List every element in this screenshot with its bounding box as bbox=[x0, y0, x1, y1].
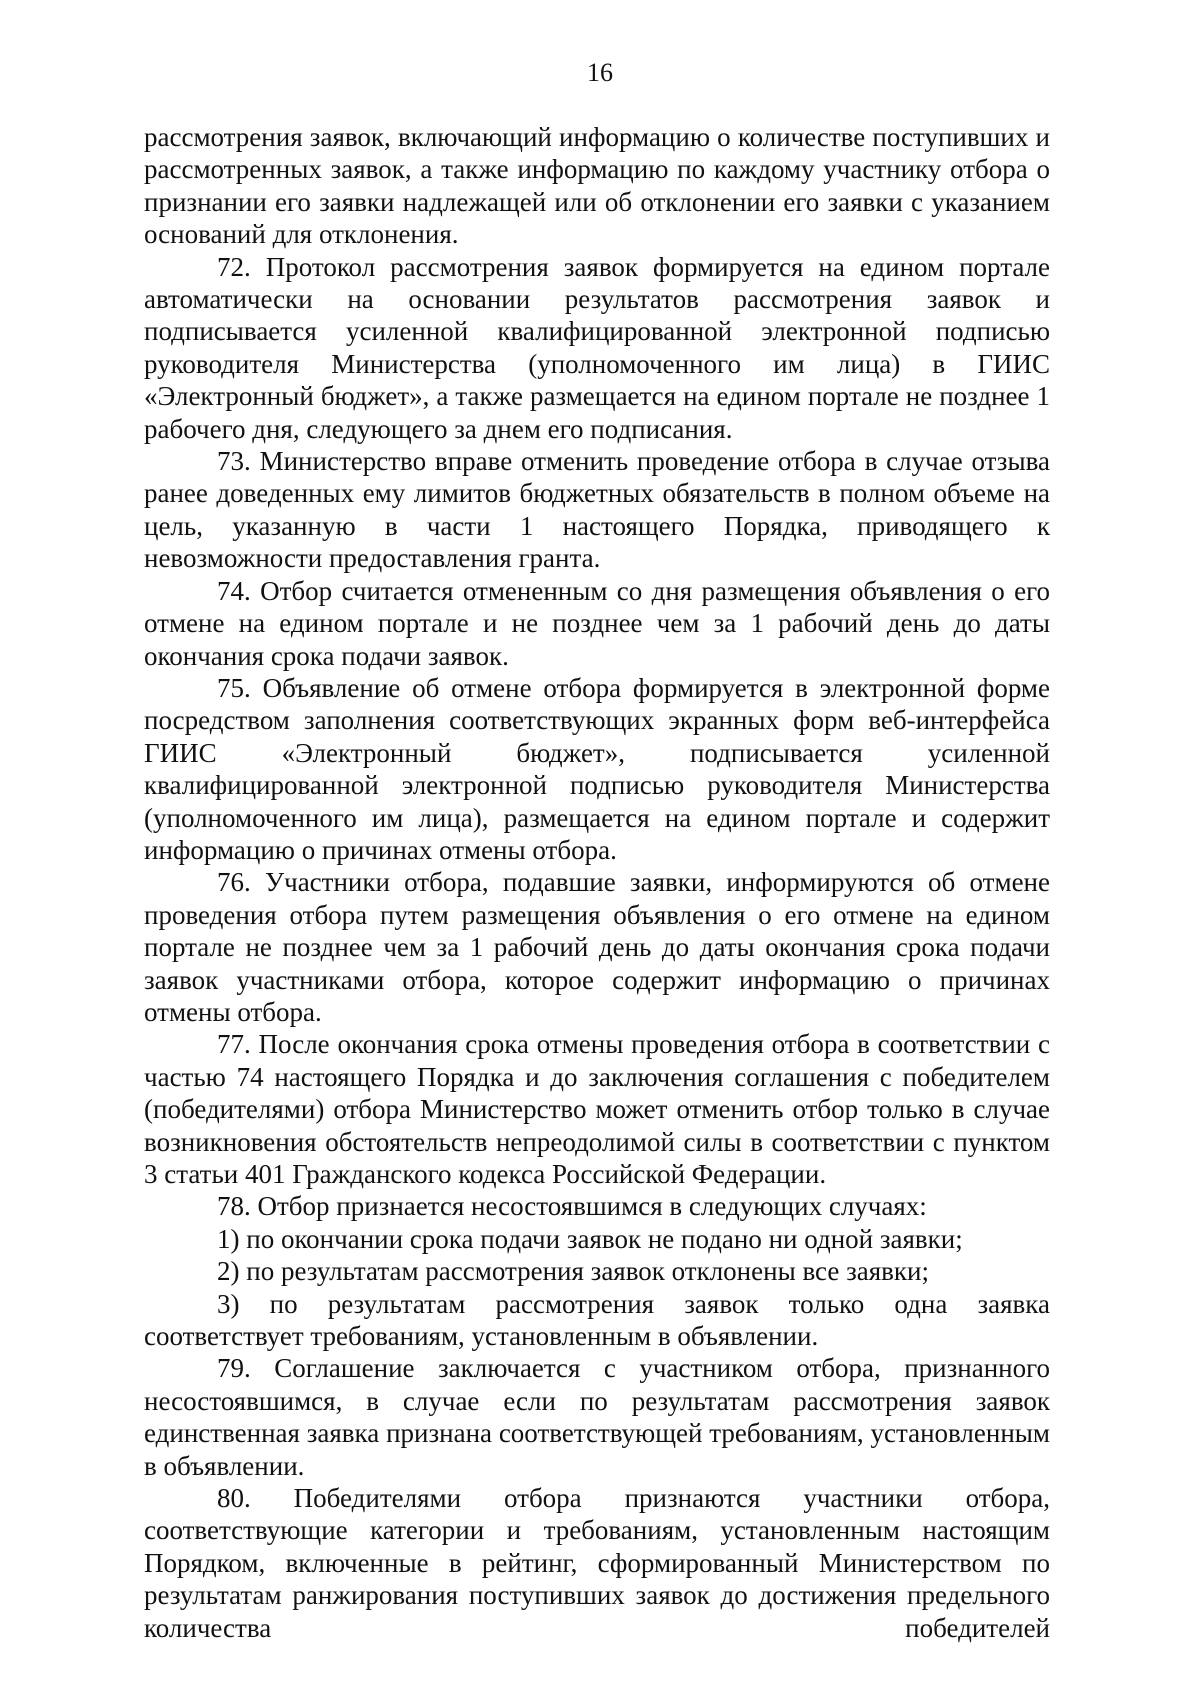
document-body bbox=[144, 121, 1050, 1644]
paragraph-75: 75. Объявление об отмене отбора формируется в электронной форме посредством заполнения соответствующих экранных форм веб-интерфейса ГИИС «Электронный бюджет», подписывается усиленной квалифицированной электронной подписью руководителя Министерства (уполномоченного им лица), размещается на едином портале и содержит информацию о причинах отмены отбора. bbox=[144, 672, 1050, 865]
paragraph-79: 79. Соглашение заключается с участником отбора, признанного несостоявшимся, в случае если по результатам рассмотрения заявок единственная заявка признана соответствующей требованиям, установленным в объявлении. bbox=[144, 1353, 1050, 1481]
paragraph-74: 74. Отбор считается отмененным со дня размещения объявления о его отмене на едином портале и не позднее чем за 1 рабочий день до даты окончания срока подачи заявок. bbox=[144, 575, 1050, 671]
page-number: 16 bbox=[587, 58, 613, 87]
paragraph-77: 77. После окончания срока отмены проведения отбора в соответствии с частью 74 настоящего Порядка и до заключения соглашения с победителем (победителями) отбора Министерство может отменить отбор только в случае возникновения обстоятельств непреодолимой силы в соответствии с пунктом 3 статьи 401 Гражданского кодекса Российской Федерации. bbox=[144, 1029, 1050, 1189]
paragraph-continuation: рассмотрения заявок, включающий информацию о количестве поступивших и рассмотренных заявок, а также информацию по каждому участнику отбора о признании его заявки надлежащей или об отклонении его заявки с указанием оснований для отклонения. bbox=[144, 122, 1050, 250]
paragraph-73: 73. Министерство вправе отменить проведение отбора в случае отзыва ранее доведенных ему лимитов бюджетных обязательств в полном объеме на цель, указанную в части 1 настоящего Порядка, приводящего к невозможности предоставления гранта. bbox=[144, 446, 1050, 574]
paragraph-72: 72. Протокол рассмотрения заявок формируется на едином портале автоматически на основании результатов рассмотрения заявок и подписывается усиленной квалифицированной электронной подписью руководителя Министерства (уполномоченного им лица) в ГИИС «Электронный бюджет», а также размещается на едином портале не позднее 1 рабочего дня, следующего за днем его подписания. bbox=[144, 251, 1050, 444]
paragraph-80: 80. Победителями отбора признаются участники отбора, соответствующие категории и требованиям, установленным настоящим Порядком, включенные в рейтинг, сформированный Министерством по результатам ранжирования поступивших заявок до достижения предельного количества победителей bbox=[144, 1483, 1050, 1643]
paragraph-76: 76. Участники отбора, подавшие заявки, информируются об отмене проведения отбора путем размещения объявления о его отмене на едином портале не позднее чем за 1 рабочий день до даты окончания срока подачи заявок участниками отбора, которое содержит информацию о причинах отмены отбора. bbox=[144, 867, 1050, 1027]
paragraph-78-item-3: 3) по результатам рассмотрения заявок только одна заявка соответствует требованиям, установленным в объявлении. bbox=[144, 1288, 1050, 1352]
paragraph-78-item-2: 2) по результатам рассмотрения заявок отклонены все заявки; bbox=[217, 1256, 929, 1287]
paragraph-78-item-1: 1) по окончании срока подачи заявок не подано ни одной заявки; bbox=[217, 1223, 963, 1254]
paragraph-78: 78. Отбор признается несостоявшимся в следующих случаях: bbox=[217, 1191, 927, 1222]
